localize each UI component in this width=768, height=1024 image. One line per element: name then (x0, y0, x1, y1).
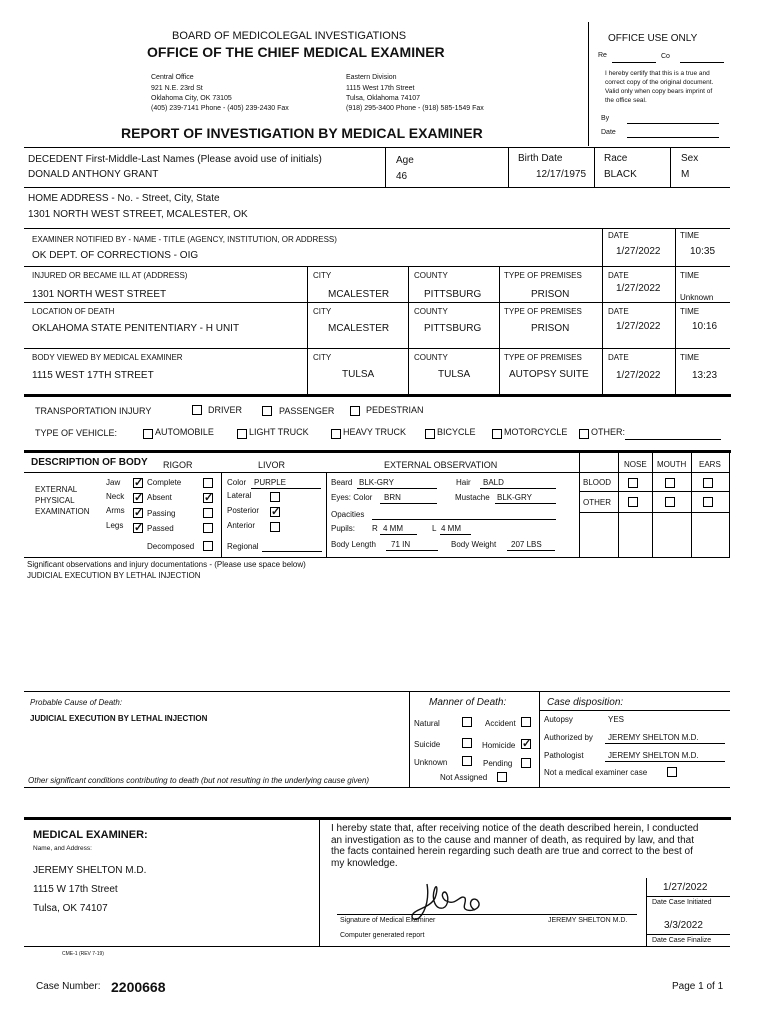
observations-label: Significant observations and injury documentations - (Please use space below) (27, 560, 306, 569)
rigor-arms-box[interactable] (203, 508, 213, 518)
central-office-addr1: 921 N.E. 23rd St (151, 85, 203, 92)
blood-mouth-checkbox[interactable] (665, 478, 675, 488)
blood-nose-checkbox[interactable] (628, 478, 638, 488)
date-initiated-label: Date Case Initiated (652, 899, 712, 906)
blood-label: BLOOD (583, 478, 612, 487)
authorized-value: JEREMY SHELTON M.D. (608, 733, 699, 742)
lateral-label: Lateral (227, 491, 252, 500)
date-label: Date (601, 129, 616, 136)
absent-label: Absent (147, 493, 172, 502)
home-address: 1301 NORTH WEST STREET, MCALESTER, OK (28, 209, 248, 220)
injured-time: Unknown (680, 293, 714, 302)
regional-label: Regional (227, 542, 259, 551)
livor-color: PURPLE (254, 478, 287, 487)
location-premises: PRISON (531, 323, 570, 334)
light-truck-label: LIGHT TRUCK (249, 427, 309, 437)
injured-address: 1301 NORTH WEST STREET (32, 289, 167, 300)
computer-generated-label: Computer generated report (340, 932, 425, 939)
unknown-label: Unknown (414, 758, 448, 767)
body-length: 71 IN (391, 540, 411, 549)
not-me-case-label: Not a medical examiner case (544, 768, 648, 777)
livor-color-label: Color (227, 478, 247, 487)
external-exam-label: EXTERNAL PHYSICAL EXAMINATION (35, 485, 90, 516)
other-vehicle-checkbox[interactable] (579, 429, 589, 439)
other-nose-checkbox[interactable] (628, 497, 638, 507)
notified-date-label: DATE (608, 231, 629, 240)
complete-label: Complete (147, 478, 182, 487)
natural-checkbox[interactable] (462, 717, 472, 727)
injured-label: INJURED OR BECAME ILL AT (ADDRESS) (32, 271, 188, 280)
injured-date-label: DATE (608, 271, 629, 280)
driver-checkbox[interactable] (192, 405, 202, 415)
authorized-label: Authorized by (544, 733, 593, 742)
by-label: By (601, 115, 610, 122)
body-weight: 207 LBS (511, 540, 542, 549)
other-conditions-label: Other significant conditions contributing to death (but not resulting in the underlying cause given) (28, 776, 370, 785)
viewed-premises-label: TYPE OF PREMISES (504, 353, 582, 362)
notified-time: 10:35 (690, 246, 716, 257)
unknown-checkbox[interactable] (462, 756, 472, 766)
signature-label: Signature of Medical Examiner (340, 917, 436, 924)
age-value: 46 (396, 171, 408, 182)
viewed-address: 1115 WEST 17TH STREET (32, 370, 154, 381)
heavy-truck-label: HEAVY TRUCK (343, 427, 407, 437)
examiner-addr1: 1115 W 17th Street (33, 884, 118, 895)
eastern-division-phone: (918) 295-3400 Phone - (918) 585-1549 Fax (346, 105, 484, 112)
pupil-l-label: L (432, 524, 437, 533)
page-number: Page 1 of 1 (672, 981, 724, 992)
jaw-label: Jaw (106, 478, 121, 487)
beard-value: BLK-GRY (359, 478, 394, 487)
autopsy-value: YES (608, 715, 625, 724)
body-length-label: Body Length (331, 540, 376, 549)
co-label: Co (661, 53, 670, 60)
examiner-name: JEREMY SHELTON M.D. (33, 865, 147, 876)
notified-value: OK DEPT. OF CORRECTIONS - OIG (32, 250, 199, 261)
injured-premises: PRISON (531, 289, 570, 300)
other-mouth-checkbox[interactable] (665, 497, 675, 507)
case-number: 2200668 (111, 979, 166, 995)
viewed-date: 1/27/2022 (616, 370, 661, 381)
birth-date: 12/17/1975 (536, 169, 587, 180)
form-code: CME-1 (REV 7-19) (62, 951, 104, 957)
beard-label: Beard (331, 478, 353, 487)
pathologist-label: Pathologist (544, 751, 584, 760)
viewed-date-label: DATE (608, 353, 629, 362)
viewed-time: 13:23 (692, 370, 718, 381)
driver-label: DRIVER (208, 405, 243, 415)
eastern-division-addr1: 1115 West 17th Street (346, 85, 415, 92)
notified-label: EXAMINER NOTIFIED BY - NAME - TITLE (AGENCY, INSTITUTION, OR ADDRESS) (32, 235, 337, 244)
passenger-checkbox[interactable] (262, 406, 272, 416)
location-date-label: DATE (608, 307, 629, 316)
nose-header: NOSE (624, 460, 647, 469)
description-title: DESCRIPTION OF BODY (31, 457, 148, 468)
viewed-premises: AUTOPSY SUITE (509, 369, 589, 380)
viewed-city: TULSA (342, 369, 375, 380)
observations-value: JUDICIAL EXECUTION BY LETHAL INJECTION (27, 571, 201, 580)
motorcycle-label: MOTORCYCLE (504, 427, 568, 437)
location-time-label: TIME (680, 307, 700, 316)
injured-date: 1/27/2022 (616, 283, 661, 294)
manner-title: Manner of Death: (429, 697, 507, 708)
home-address-label: HOME ADDRESS - No. - Street, City, State (28, 193, 220, 204)
sex-value: M (681, 169, 690, 180)
viewed-label: BODY VIEWED BY MEDICAL EXAMINER (32, 353, 183, 362)
accident-label: Accident (485, 719, 516, 728)
eyes-label: Eyes: Color (331, 493, 373, 502)
pedestrian-checkbox[interactable] (350, 406, 360, 416)
passing-label: Passing (147, 509, 176, 518)
notified-date: 1/27/2022 (616, 246, 661, 257)
date-initiated: 1/27/2022 (663, 882, 708, 893)
date-finalized-label: Date Case Finalize (652, 937, 712, 944)
notified-time-label: TIME (680, 231, 700, 240)
lateral-checkbox[interactable] (270, 492, 280, 502)
pending-label: Pending (483, 759, 513, 768)
central-office-addr2: Oklahoma City, OK 73105 (151, 95, 232, 102)
eastern-division-addr2: Tulsa, Oklahoma 74107 (346, 95, 421, 102)
blood-ears-checkbox[interactable] (703, 478, 713, 488)
bicycle-label: BICYCLE (437, 427, 476, 437)
vehicle-type-label: TYPE OF VEHICLE: (35, 428, 118, 438)
eastern-division-title: Eastern Division (346, 74, 397, 81)
accident-checkbox[interactable] (521, 717, 531, 727)
examiner-statement: I hereby state that, after receiving notice of the death described herein, I conducted an investigation as to the cause and manner of death, as required by law, and that the facts contained herein regarding such death are true and correct to the best of my knowledge. (331, 823, 699, 869)
passed-checkbox[interactable] (133, 523, 143, 533)
sex-label: Sex (681, 153, 699, 164)
mustache-value: BLK-GRY (497, 493, 532, 502)
location-county: PITTSBURG (424, 323, 482, 334)
location-label: LOCATION OF DEATH (32, 307, 115, 316)
not-me-case-checkbox[interactable] (667, 767, 677, 777)
re-label: Re (598, 52, 607, 59)
pupil-r-label: R (372, 524, 378, 533)
eyes-value: BRN (384, 493, 401, 502)
natural-label: Natural (414, 719, 440, 728)
arms-label: Arms (106, 506, 125, 515)
injured-premises-label: TYPE OF PREMISES (504, 271, 582, 280)
location-premises-label: TYPE OF PREMISES (504, 307, 582, 316)
signature-name: JEREMY SHELTON M.D. (548, 917, 628, 924)
legs-label: Legs (106, 521, 124, 530)
complete-checkbox[interactable] (133, 478, 143, 488)
hair-label: Hair (456, 478, 471, 487)
other-vehicle-label: OTHER: (591, 427, 626, 437)
cause-label: Probable Cause of Death: (30, 698, 123, 707)
suicide-checkbox[interactable] (462, 738, 472, 748)
pupil-left: 4 MM (441, 524, 461, 533)
office-use-title: OFFICE USE ONLY (608, 33, 698, 44)
not-assigned-label: Not Assigned (440, 773, 488, 782)
birth-date-label: Birth Date (518, 153, 563, 164)
viewed-time-label: TIME (680, 353, 700, 362)
body-weight-label: Body Weight (451, 540, 497, 549)
anterior-checkbox[interactable] (270, 522, 280, 532)
suicide-label: Suicide (414, 740, 441, 749)
decomposed-checkbox[interactable] (203, 541, 213, 551)
injured-county-label: COUNTY (414, 271, 448, 280)
transport-label: TRANSPORTATION INJURY (35, 406, 152, 416)
neck-label: Neck (106, 492, 125, 501)
rigor-header: RIGOR (163, 460, 193, 470)
passenger-label: PASSENGER (279, 406, 335, 416)
passing-checkbox[interactable] (133, 508, 143, 518)
posterior-checkbox[interactable] (270, 507, 280, 517)
posterior-label: Posterior (227, 506, 260, 515)
decedent-name-label: DECEDENT First-Middle-Last Names (Please avoid use of initials) (28, 154, 322, 165)
viewed-county-label: COUNTY (414, 353, 448, 362)
pupil-right: 4 MM (383, 524, 403, 533)
mouth-header: MOUTH (657, 460, 687, 469)
examiner-addr2: Tulsa, OK 74107 (33, 903, 108, 914)
viewed-city-label: CITY (313, 353, 332, 362)
examiner-sub: Name, and Address: (33, 845, 92, 852)
pupils-label: Pupils: (331, 524, 356, 533)
homicide-checkbox[interactable] (521, 739, 531, 749)
location-city: MCALESTER (328, 323, 390, 334)
report-title: REPORT OF INVESTIGATION BY MEDICAL EXAMINER (121, 125, 483, 141)
bicycle-checkbox[interactable] (425, 429, 435, 439)
injured-county: PITTSBURG (424, 289, 482, 300)
viewed-county: TULSA (438, 369, 471, 380)
decedent-name: DONALD ANTHONY GRANT (28, 169, 159, 180)
board-title: BOARD OF MEDICOLEGAL INVESTIGATIONS (172, 30, 407, 42)
motorcycle-checkbox[interactable] (492, 429, 502, 439)
rigor-legs-box[interactable] (203, 523, 213, 533)
race-label: Race (604, 153, 628, 164)
disposition-title: Case disposition: (547, 697, 624, 708)
other-ears-checkbox[interactable] (703, 497, 713, 507)
anterior-label: Anterior (227, 521, 256, 530)
pathologist-value: JEREMY SHELTON M.D. (608, 751, 699, 760)
decomposed-label: Decomposed (147, 542, 195, 551)
certify-text: I hereby certify that this is a true and correct copy of the original document. Valid only when copy bears imprint of the office seal. (605, 70, 714, 104)
light-truck-checkbox[interactable] (237, 429, 247, 439)
external-observation-header: EXTERNAL OBSERVATION (384, 460, 498, 470)
absent-checkbox[interactable] (133, 493, 143, 503)
location-county-label: COUNTY (414, 307, 448, 316)
pedestrian-label: PEDESTRIAN (366, 405, 424, 415)
other-label: OTHER (583, 498, 611, 507)
age-label: Age (396, 155, 414, 166)
examiner-title: MEDICAL EXAMINER: (33, 829, 148, 841)
central-office-phone: (405) 239-7141 Phone - (405) 239-2430 Fax (151, 105, 289, 112)
not-assigned-checkbox[interactable] (497, 772, 507, 782)
injured-city-label: CITY (313, 271, 332, 280)
office-title: OFFICE OF THE CHIEF MEDICAL EXAMINER (147, 44, 445, 60)
cause-value: JUDICIAL EXECUTION BY LETHAL INJECTION (30, 714, 208, 723)
location-date: 1/27/2022 (616, 321, 661, 332)
rigor-jaw-box[interactable] (203, 478, 213, 488)
location-address: OKLAHOMA STATE PENITENTIARY - H UNIT (32, 323, 240, 334)
heavy-truck-checkbox[interactable] (331, 429, 341, 439)
case-number-label: Case Number: (36, 981, 101, 992)
central-office-title: Central Office (151, 74, 194, 81)
location-time: 10:16 (692, 321, 718, 332)
passed-label: Passed (147, 524, 174, 533)
date-finalized: 3/3/2022 (664, 920, 703, 931)
automobile-checkbox[interactable] (143, 429, 153, 439)
automobile-label: AUTOMOBILE (155, 427, 214, 437)
opacities-label: Opacities (331, 510, 365, 519)
rigor-neck-box[interactable] (203, 493, 213, 503)
injured-time-label: TIME (680, 271, 700, 280)
hair-value: BALD (483, 478, 504, 487)
ears-header: EARS (699, 460, 721, 469)
homicide-label: Homicide (482, 741, 516, 750)
mustache-label: Mustache (455, 493, 490, 502)
race-value: BLACK (604, 169, 637, 180)
livor-header: LIVOR (258, 460, 286, 470)
pending-checkbox[interactable] (521, 758, 531, 768)
injured-city: MCALESTER (328, 289, 390, 300)
autopsy-label: Autopsy (544, 715, 573, 724)
location-city-label: CITY (313, 307, 332, 316)
